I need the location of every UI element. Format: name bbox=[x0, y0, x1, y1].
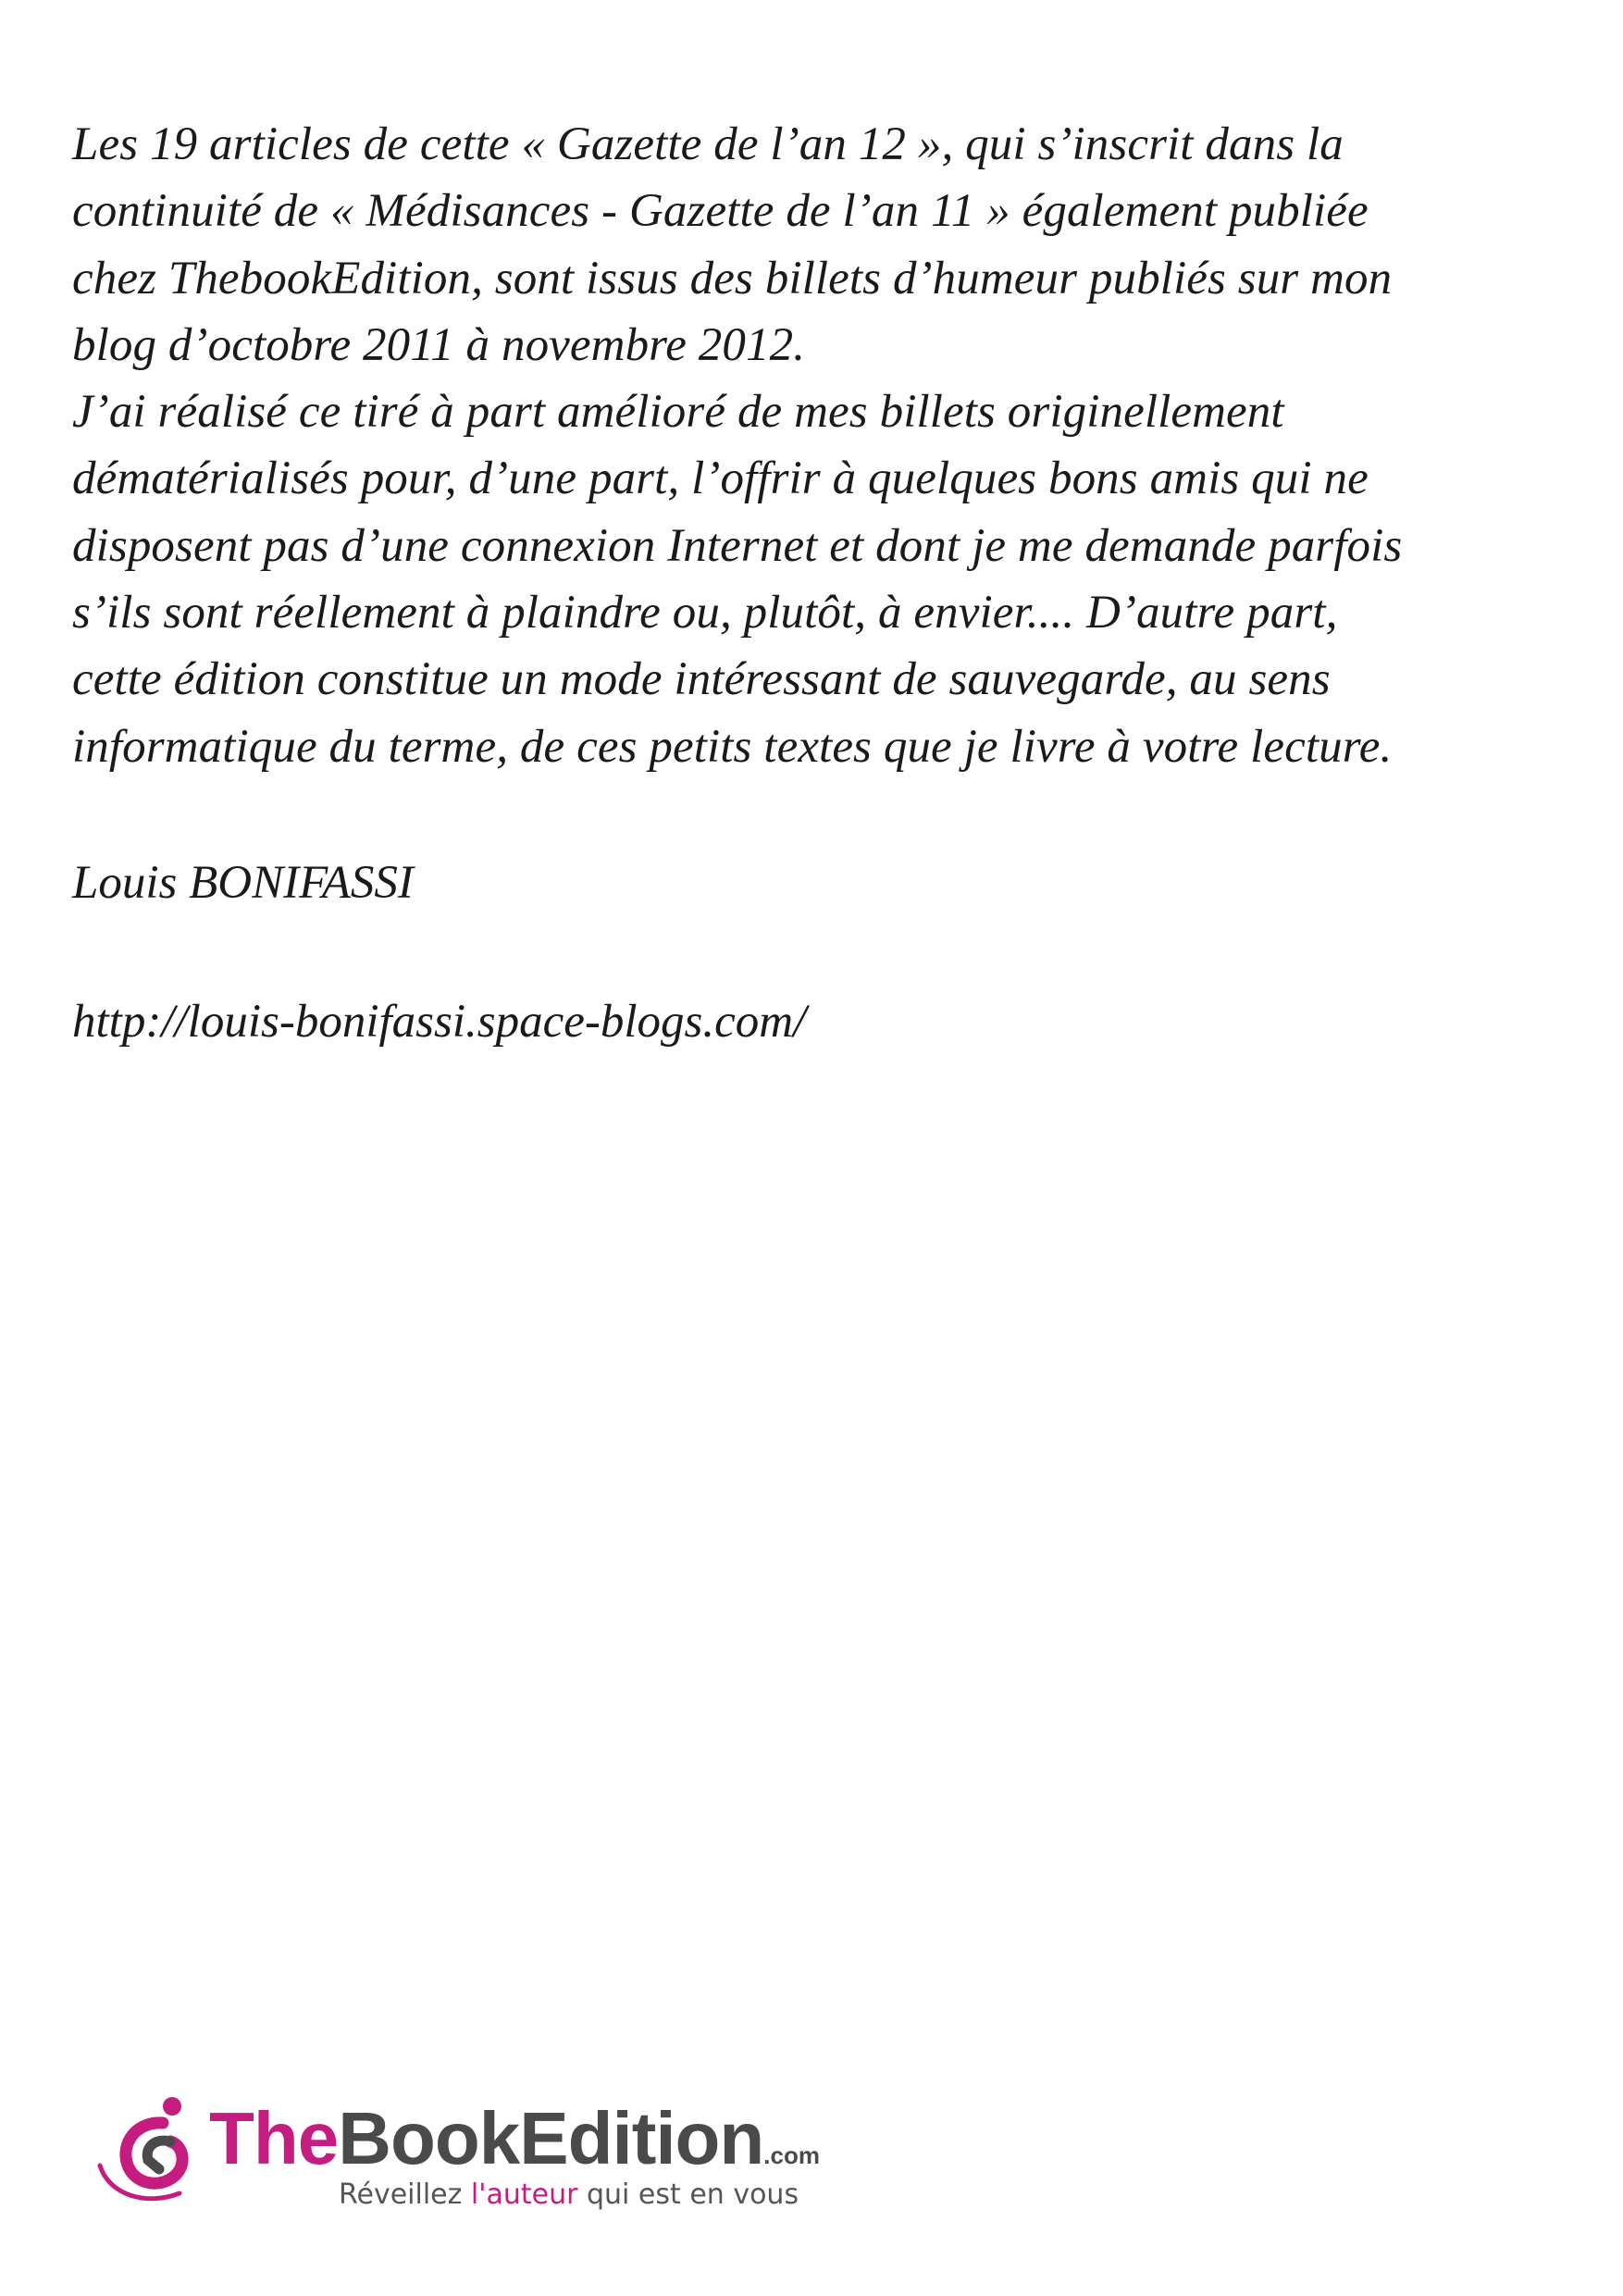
tagline-before: Réveillez bbox=[339, 2178, 471, 2211]
author-name: Louis BONIFASSI bbox=[72, 857, 414, 909]
tagline-accent: l'auteur bbox=[470, 2178, 578, 2211]
paragraph-line: continuité de « Médisances - Gazette de l’an 11 » également publiée bbox=[72, 185, 1369, 238]
paragraph-line: cette édition constitue un mode intéressant de sauvegarde, au sens bbox=[72, 653, 1331, 706]
logo-tld: .com bbox=[763, 2141, 820, 2169]
paragraph-line: disposent pas d’une connexion Internet et dont je me demande parfois bbox=[72, 519, 1403, 572]
publisher-logo bbox=[91, 2093, 831, 2214]
tagline-after: qui est en vous bbox=[577, 2178, 799, 2211]
paragraph-line: Les 19 articles de cette « Gazette de l’an 12 », qui s’inscrit dans la bbox=[72, 118, 1344, 170]
paragraph-line: s’ils sont réellement à plaindre ou, plutôt, à envier.... D’autre part, bbox=[72, 587, 1338, 639]
paragraph-line: chez ThebookEdition, sont issus des billets d’humeur publiés sur mon bbox=[72, 252, 1393, 304]
paragraph-line: informatique du terme, de ces petits textes que je livre à votre lecture. bbox=[72, 720, 1393, 773]
paragraph-line: dématérialisés pour, d’une part, l’offrir à quelques bons amis qui ne bbox=[72, 453, 1369, 505]
body-paragraph bbox=[72, 111, 1553, 780]
blog-url[interactable]: http://louis-bonifassi.space-blogs.com/ bbox=[72, 996, 807, 1048]
logo-the: The bbox=[209, 2097, 339, 2179]
person-swirl-icon bbox=[91, 2093, 206, 2209]
paragraph-line: blog d’octobre 2011 à novembre 2012. bbox=[72, 318, 806, 371]
paragraph-line: J’ai réalisé ce tiré à part amélioré de mes billets originellement bbox=[72, 386, 1284, 439]
logo-tagline bbox=[339, 2178, 799, 2212]
logo-bookedition: BookEdition bbox=[338, 2097, 764, 2179]
